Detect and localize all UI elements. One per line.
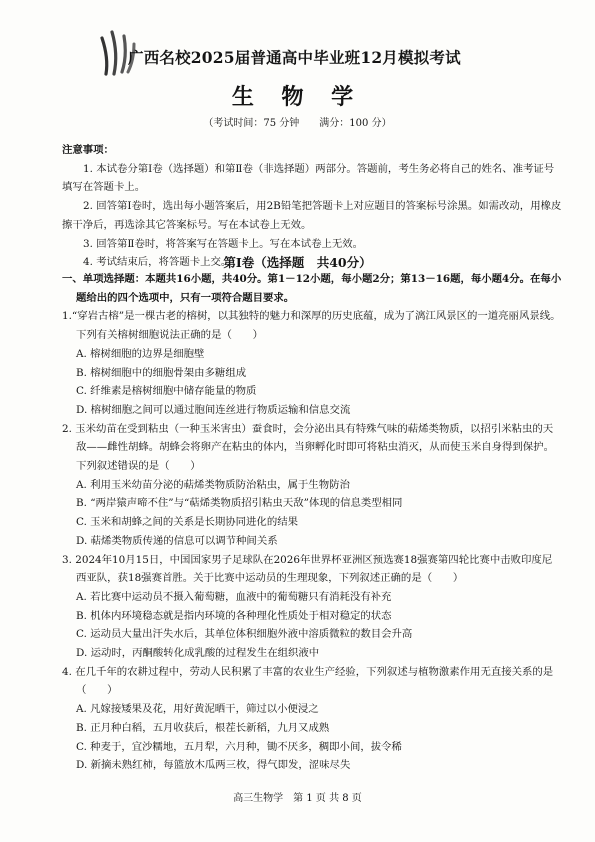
question-option: B. “两岸猿声啼不住”与“萜烯类物质招引粘虫天敌”体现的信息类型相同 <box>76 497 403 510</box>
question-option: C. 种麦于，宜沙糯地，五月犁，六月种，锄不厌多，稠即小间，拔令稀 <box>76 740 402 753</box>
question-option: D. 萜烯类物质传递的信息可以调节种间关系 <box>76 534 278 547</box>
question-stem: 3. 2024年10月15日，中国国家男子足球队在2026年世界杯亚洲区预选赛18强赛第四轮比赛中击败印度尼西亚队，获18强赛首胜。关于比赛中运动员的生理现象，下列叙述正确的是（ ） <box>62 553 553 585</box>
question-option: A. 利用玉米幼苗分泌的萜烯类物质防治粘虫，属于生物防治 <box>76 478 350 491</box>
section-instruction: 一、单项选择题：本题共16小题，共40分。第1－12小题，每小题2分；第13－16题，每小题4分。在每小题给出的四个选项中，只有一项符合题目要求。 <box>62 273 562 304</box>
page-footer: 高三生物学 第 1 页 共 8 页 <box>233 793 362 804</box>
question-option: D. 新摘未熟红柿，每篮放木瓜两三枚，得气即发，涩味尽失 <box>76 759 351 772</box>
question-option: D. 榕树细胞之间可以通过胞间连丝进行物质运输和信息交流 <box>76 403 351 416</box>
notice-item: 1. 本试卷分第Ⅰ卷（选择题）和第Ⅱ卷（非选择题）两部分。答题前，考生务必将自己的姓名、准考证号填写在答题卡上。 <box>62 162 555 194</box>
question-option: C. 纤维素是榕树细胞中储存能量的物质 <box>76 385 257 398</box>
question-option: A. 凡嫁接矮果及花，用好黄泥晒干，筛过以小便浸之 <box>76 703 319 716</box>
question-option: A. 若比赛中运动员不摄入葡萄糖，血液中的葡萄糖只有消耗没有补充 <box>76 590 392 603</box>
question-stem: 4. 在几千年的农耕过程中，劳动人民积累了丰富的农业生产经验，下列叙述与植物激素作用无直接关系的是（ ） <box>62 665 554 697</box>
exam-title: 广西名校2025届普通高中毕业班12月模拟考试 <box>128 48 461 67</box>
question-option: A. 榕树细胞的边界是细胞壁 <box>76 347 205 360</box>
subject-title: 生 物 学 <box>231 84 364 110</box>
question-option: B. 机体内环境稳态就是指内环境的各种理化性质处于相对稳定的状态 <box>76 609 392 622</box>
question-option: C. 运动员大量出汗失水后，其单位体积细胞外液中溶质微粒的数目会升高 <box>76 628 413 641</box>
notice-item: 3. 回答第Ⅱ卷时，将答案写在答题卡上。写在本试卷上无效。 <box>83 237 364 250</box>
question-stem: 1.“穿岩古榕”是一棵古老的榕树，以其独特的魅力和深厚的历史底蕴，成为了漓江风景区的一道亮丽风景线。下列有关榕树细胞说法正确的是（ ） <box>62 310 561 342</box>
notice-item: 4. 考试结束后，将答题卡上交。 <box>83 256 232 269</box>
question-option: D. 运动时，丙酮酸转化成乳酸的过程发生在组织液中 <box>76 647 320 660</box>
notice-item: 2. 回答第Ⅰ卷时，选出每小题答案后，用2B铅笔把答题卡上对应题目的答案标号涂黑。如需改动，用橡皮擦干净后，再选涂其它答案标号。写在本试卷上无效。 <box>62 200 562 231</box>
notice-heading: 注意事项： <box>62 144 114 156</box>
questions-block <box>62 270 562 775</box>
exam-time-score: （考试时间：75 分钟 满分：100 分） <box>203 118 392 129</box>
question-option: C. 玉米和胡蜂之间的关系是长期协同进化的结果 <box>76 516 298 529</box>
question-option: B. 正月种白稻，五月收获后，根茬长新稻，九月又成熟 <box>76 721 330 734</box>
question-stem: 2. 玉米幼苗在受到粘虫（一种玉米害虫）蚕食时，会分泌出具有特殊气味的萜烯类物质，以招引米粘虫的天敌——雌性胡蜂。胡蜂会将卵产在粘虫的体内，当卵孵化时即可将粘虫消灭，从而使玉米自身得到保护。下列叙述错误的是（ ） <box>62 422 554 473</box>
section-title: 第Ⅰ卷（选择题 共40分） <box>223 255 372 270</box>
question-option: B. 榕树细胞中的细胞骨架由多糖组成 <box>76 366 247 379</box>
